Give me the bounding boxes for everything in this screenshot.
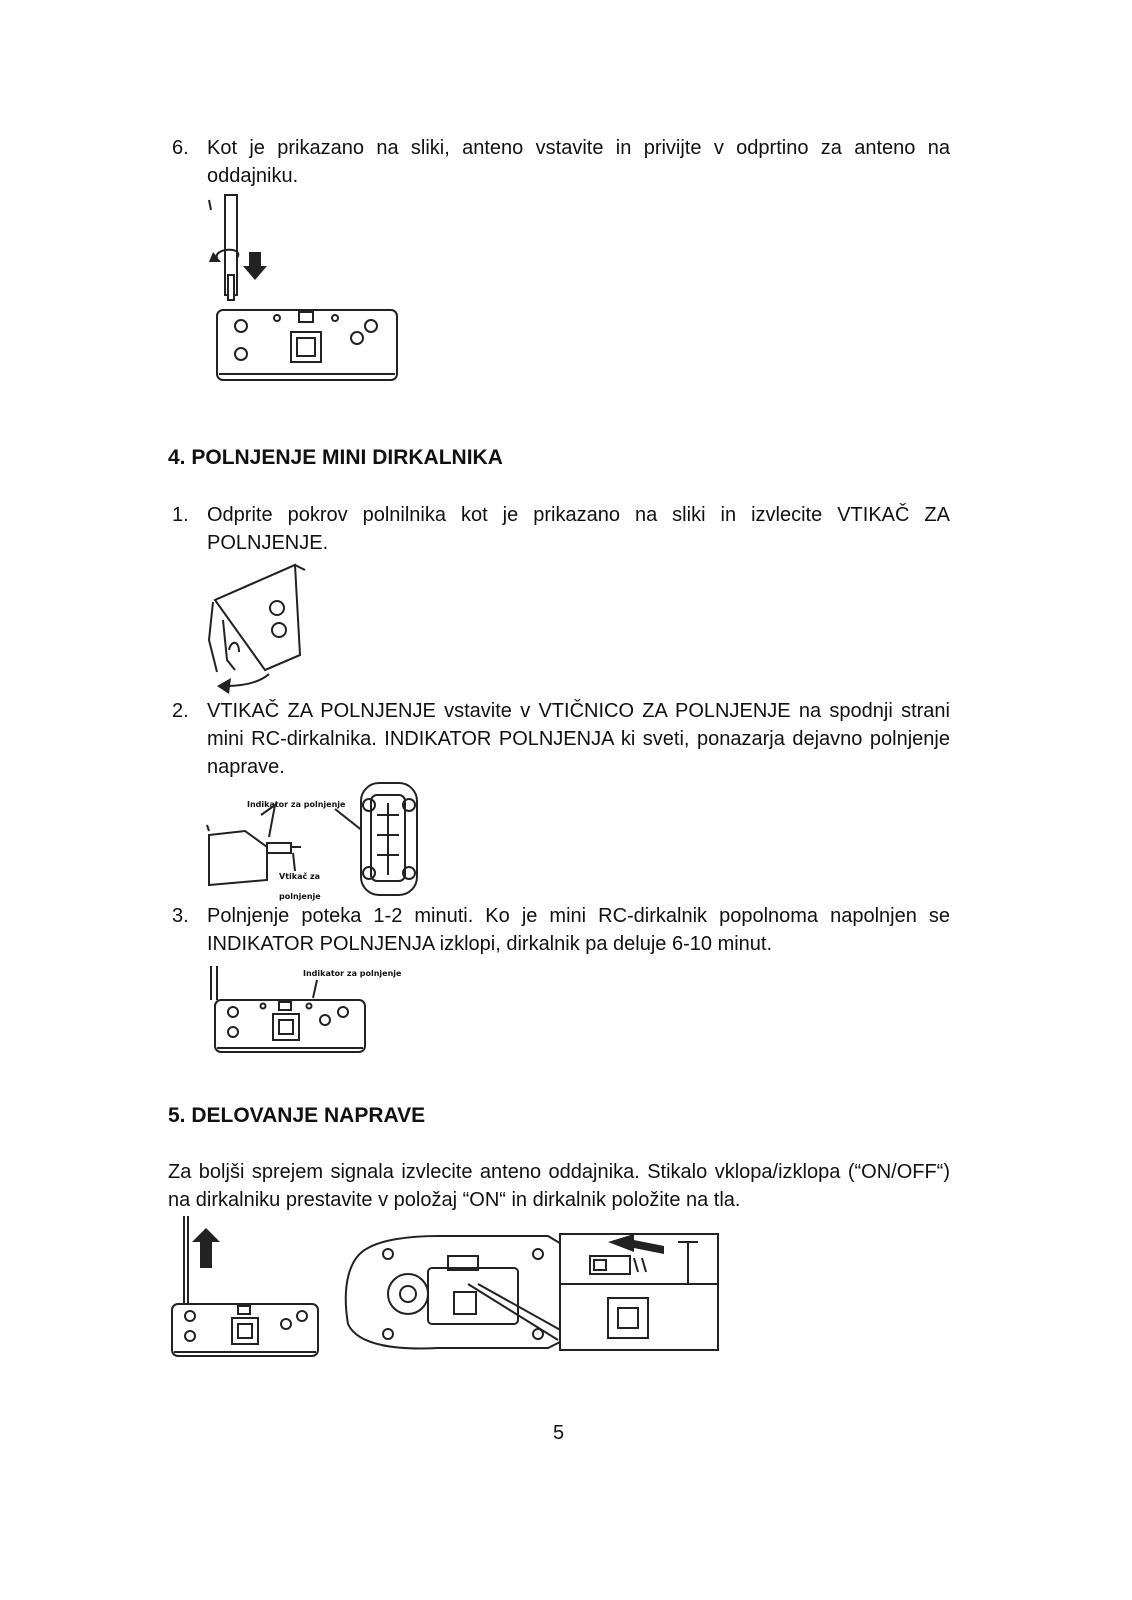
charger-lid-figure <box>205 560 315 695</box>
section-4-item-1-number: 1. <box>172 504 189 526</box>
section-4-item-3-text: Polnjenje poteka 1-2 minuti. Ko je mini RC-dirkalnik popolnoma napolnjen se INDIKATOR POLNJENJA izklopi, dirkalnik pa deluje 6-10 minut. <box>207 905 950 955</box>
raised-antenna-figure <box>168 1212 323 1362</box>
indicator-label-2: Indikator za polnjenje <box>303 969 402 978</box>
plug-label-line-2: polnjenje <box>279 892 321 901</box>
section-4-item-3-number: 3. <box>172 905 189 927</box>
step-6-text: Kot je prikazano na sliki, anteno vstavite in privijte v odprtino za anteno na oddajniku. <box>207 137 950 187</box>
section-4-item-2-text: VTIKAČ ZA POLNJENJE vstavite v VTIČNICO ZA POLNJENJE na spodnji strani mini RC-dirkalnika. INDIKATOR POLNJENJA ki sveti, ponazarja dejavno polnjenje naprave. <box>207 700 950 778</box>
plug-label-line-1: Vtikač za <box>279 872 321 881</box>
antenna-insertion-figure <box>205 190 405 395</box>
step-6-number: 6. <box>172 137 189 159</box>
indicator-label: Indikator za polnjenje <box>247 800 346 809</box>
car-on-off-switch-figure <box>338 1228 723 1358</box>
section-5-heading: 5. DELOVANJE NAPRAVE <box>168 1104 426 1127</box>
plug-into-car-figure <box>205 775 435 905</box>
section-4-item-2-number: 2. <box>172 700 189 722</box>
page-number: 5 <box>553 1422 565 1444</box>
section-5-text: Za boljši sprejem signala izvlecite anteno oddajnika. Stikalo vklopa/izklopa (“ON/OFF“) na dirkalniku prestavite v položaj “ON“ in dirkalnik položite na tla. <box>168 1161 950 1211</box>
charging-indicator-figure <box>205 962 405 1057</box>
section-4-heading: 4. POLNJENJE MINI DIRKALNIKA <box>168 446 503 469</box>
section-4-item-1-text: Odprite pokrov polnilnika kot je prikazano na sliki in izvlecite VTIKAČ ZA POLNJENJE. <box>207 504 950 554</box>
